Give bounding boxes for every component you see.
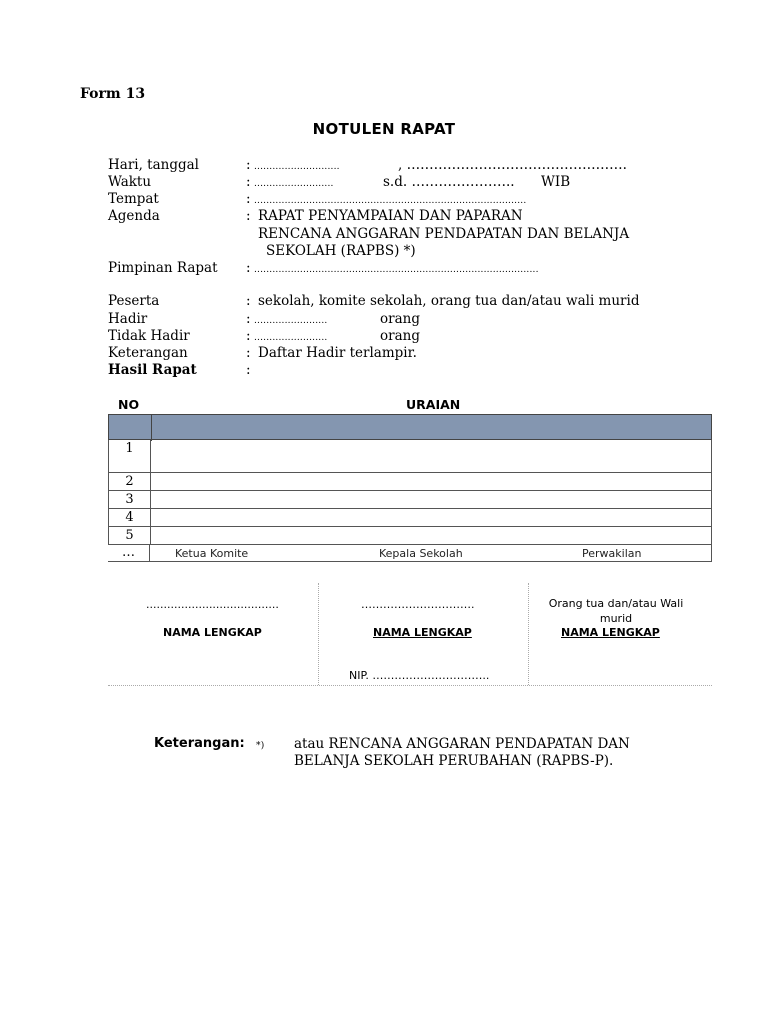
row-number: 3 — [109, 491, 151, 508]
table-row — [108, 491, 712, 509]
hadir-dots: ........................ — [254, 316, 328, 326]
hasil-rapat-label: Hasil Rapat — [108, 362, 197, 378]
table-row — [108, 440, 712, 473]
ketua-name: NAMA LENGKAP — [163, 626, 262, 639]
perwakilan-name: NAMA LENGKAP — [561, 626, 660, 639]
tempat-dots: ......................................................................................... — [254, 196, 527, 206]
kepala-sekolah-heading: Kepala Sekolah — [379, 547, 463, 560]
tidak-hadir-unit: orang — [380, 328, 420, 344]
peserta-value: sekolah, komite sekolah, orang tua dan/atau wali murid — [258, 293, 640, 309]
hari-tanggal-label: Hari, tanggal — [108, 157, 199, 173]
hari-dots: ............................ — [254, 162, 340, 172]
agenda-line-2: RENCANA ANGGARAN PENDAPATAN DAN BELANJA — [258, 226, 630, 242]
agenda-line-1: RAPAT PENYAMPAIAN DAN PAPARAN — [258, 208, 523, 224]
ketua-komite-heading: Ketua Komite — [175, 547, 249, 560]
tanggal-dots: , …………………………………………. — [398, 157, 627, 173]
page-title: NOTULEN RAPAT — [312, 120, 456, 138]
hari-tanggal-colon: : — [246, 157, 251, 173]
waktu-label: Waktu — [108, 174, 152, 190]
waktu-wib: WIB — [541, 174, 571, 190]
table-header-no: NO — [118, 397, 140, 412]
note-label: Keterangan: — [154, 736, 245, 751]
tidak-hadir-colon: : — [246, 328, 251, 344]
hasil-rapat-colon: : — [246, 362, 251, 378]
table-header-uraian: URAIAN — [406, 397, 461, 412]
pimpinan-rapat-colon: : — [246, 260, 251, 276]
table-header-band — [108, 414, 712, 440]
perwakilan-role-line-1: Orang tua dan/atau Wali — [548, 597, 684, 610]
agenda-colon: : — [246, 208, 251, 224]
hadir-label: Hadir — [108, 311, 148, 327]
kepala-name: NAMA LENGKAP — [373, 626, 472, 639]
hadir-colon: : — [246, 311, 251, 327]
agenda-line-3: SEKOLAH (RAPBS) *) — [266, 243, 416, 259]
table-row — [108, 527, 712, 545]
keterangan-colon: : — [246, 345, 251, 361]
nip-line: NIP. ………………………….. — [349, 669, 490, 682]
table-row — [108, 473, 712, 491]
pimpinan-rapat-label: Pimpinan Rapat — [108, 260, 218, 276]
row-number: 4 — [109, 509, 151, 526]
row-number: 1 — [109, 440, 151, 472]
keterangan-value: Daftar Hadir terlampir. — [258, 345, 417, 361]
note-marker: *) — [256, 741, 265, 751]
form-number: Form 13 — [80, 86, 146, 102]
row-number: 5 — [109, 527, 151, 544]
waktu-start-dots: .......................... — [254, 179, 334, 189]
waktu-end: s.d. ………………….. — [383, 174, 515, 190]
table-row — [108, 509, 712, 527]
ketua-signature-line: ...................................... — [146, 598, 279, 611]
peserta-label: Peserta — [108, 293, 160, 309]
perwakilan-role-line-2: murid — [599, 612, 633, 625]
peserta-colon: : — [246, 293, 251, 309]
agenda-label: Agenda — [108, 208, 160, 224]
waktu-colon: : — [246, 174, 251, 190]
tempat-colon: : — [246, 191, 251, 207]
kepala-signature-line: …………………………. — [361, 598, 475, 611]
keterangan-label: Keterangan — [108, 345, 188, 361]
pimpinan-rapat-dots: ............................................................................................. — [254, 265, 539, 275]
perwakilan-heading: Perwakilan — [582, 547, 642, 560]
tempat-label: Tempat — [108, 191, 159, 207]
tidak-hadir-label: Tidak Hadir — [108, 328, 190, 344]
row-number: … — [108, 545, 150, 561]
tidak-hadir-dots: ........................ — [254, 333, 328, 343]
note-line-2: BELANJA SEKOLAH PERUBAHAN (RAPBS-P). — [294, 753, 614, 769]
note-line-1: atau RENCANA ANGGARAN PENDAPATAN DAN — [294, 736, 630, 752]
row-number: 2 — [109, 473, 151, 490]
hadir-unit: orang — [380, 311, 420, 327]
